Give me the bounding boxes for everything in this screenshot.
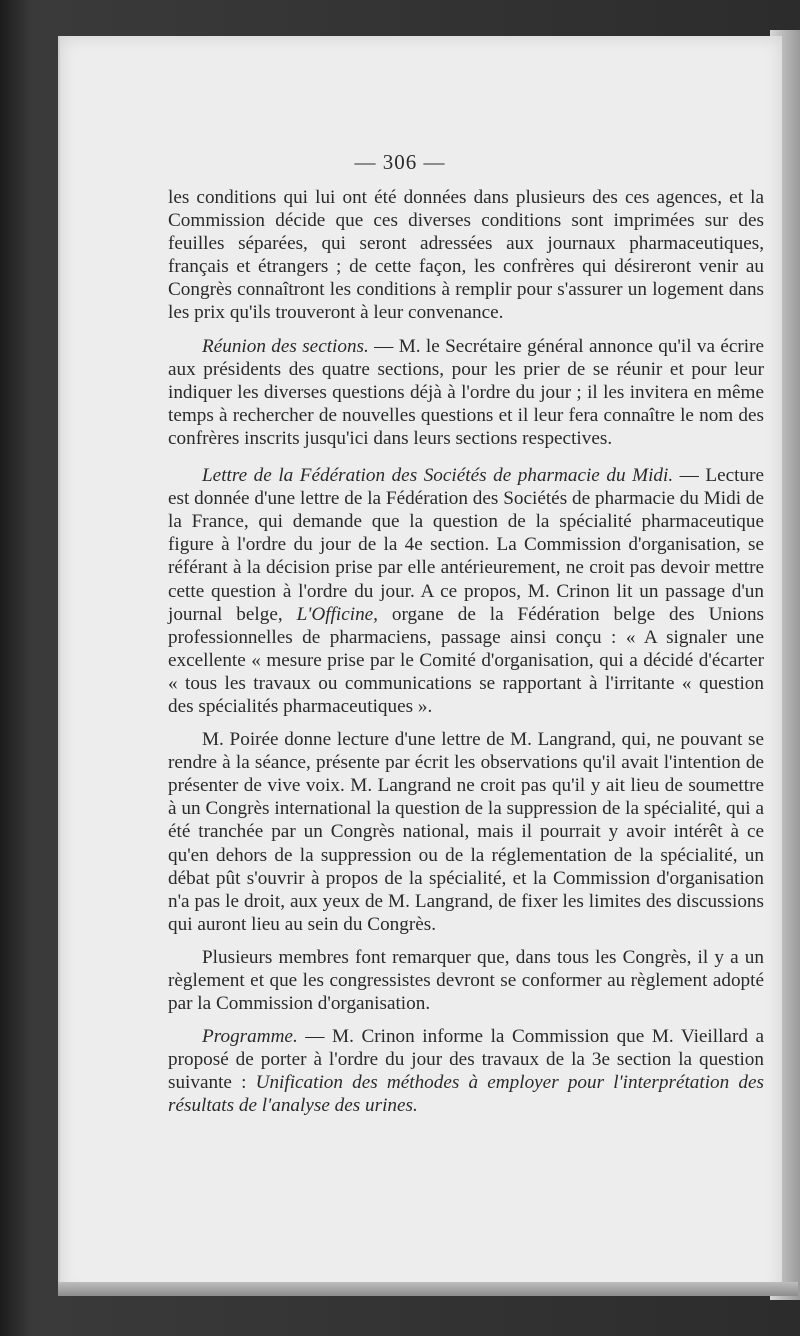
- body-text: [168, 186, 764, 1128]
- paragraph-programme: [168, 1025, 764, 1117]
- paragraph-federation-letter: [168, 464, 764, 718]
- paragraph-sections-text: — M. le Secrétaire général annonce qu'il va écrire aux présidents des quatre sections, pour les prier de se réunir et pour leur indiquer les diverses questions déjà à l'ordre du jour ; il les invitera en même temps à rechercher de nouvelles questions et il leur fera connaître le nom des confrères inscrits jusqu'ici dans leurs sections respectives.: [168, 335, 764, 449]
- paragraph-federation-text-a: — Lecture est donnée d'une lettre de la Fédération des Sociétés de pharmacie du Midi de la France, qui demande que la question de la spécialité pharmaceutique figure à l'ordre du jour de la 4e section. La Commission d'organisation, se référant à la décision prise par elle antérieurement, ne croit pas devoir mettre cette question à l'ordre du jour. A ce propos, M. Crinon lit un passage d'un journal belge,: [168, 465, 764, 625]
- paragraph-programme-text: — M. Crinon informe la Commission que M. Vieillard a proposé de porter à l'ordre du jour des travaux de la 3e section la question suivante :: [168, 1026, 764, 1094]
- paragraph-federation-heading: Lettre de la Fédération des Sociétés de pharmacie du Midi.: [202, 465, 674, 487]
- paragraph-programme-heading: Programme.: [202, 1026, 298, 1048]
- page-bottom-edge: [58, 1282, 798, 1296]
- paragraph-accommodation: les conditions qui lui ont été données dans plusieurs des ces agences, et la Commission décide que ces diverses conditions sont imprimées sur des feuilles séparées, qui seront adressées aux journaux pharmaceutiques, français et étrangers ; de cette façon, les confrères qui désireront venir au Congrès connaîtront les conditions à remplir pour s'assurer un logement dans les prix qu'ils trouveront à leur convenance.: [168, 187, 764, 324]
- paragraph-langrand-letter: M. Poirée donne lecture d'une lettre de M. Langrand, qui, ne pouvant se rendre à la séance, présente par écrit les observations qu'il avait l'intention de présenter de vive voix. M. Langrand ne croit pas qu'il y ait lieu de soumettre à un Congrès international la question de la suppression de la spécialité, qui a été tranchée par un Congrès national, mais il pourrait y avoir intérêt à ce qu'en dehors de la suppression ou de la réglementation de la spécialité, un débat pût s'ouvrir à propos de la spécialité, et la Commission d'organisation n'a pas le droit, aux yeux de M. Langrand, de fixer les limites des discussions qui auront lieu au sein du Congrès.: [168, 729, 764, 935]
- page-number: — 306 —: [354, 150, 446, 174]
- paragraph-sections: [168, 335, 764, 450]
- paragraph-members-remark: Plusieurs membres font remarquer que, dans tous les Congrès, il y a un règlement et que les congressistes devront se conformer au règlement adopté par la Commission d'organisation.: [168, 946, 764, 1015]
- paragraph-federation-text-b: organe de la Fédération belge des Unions professionnelles de pharmaciens, passage ainsi conçu : « A signaler une excellente « mesure prise par le Comité d'organisation, qui a décidé d'écarter « tous les travaux ou communications se rapportant à l'irritante « question des spécialités pharmaceutiques ».: [168, 603, 765, 717]
- paragraph-sections-heading: Réunion des sections.: [202, 335, 369, 357]
- proposed-question: Unification des méthodes à employer pour l'interprétation des résultats de l'analyse des urines.: [168, 1072, 764, 1117]
- journal-title: L'Officine,: [296, 603, 378, 625]
